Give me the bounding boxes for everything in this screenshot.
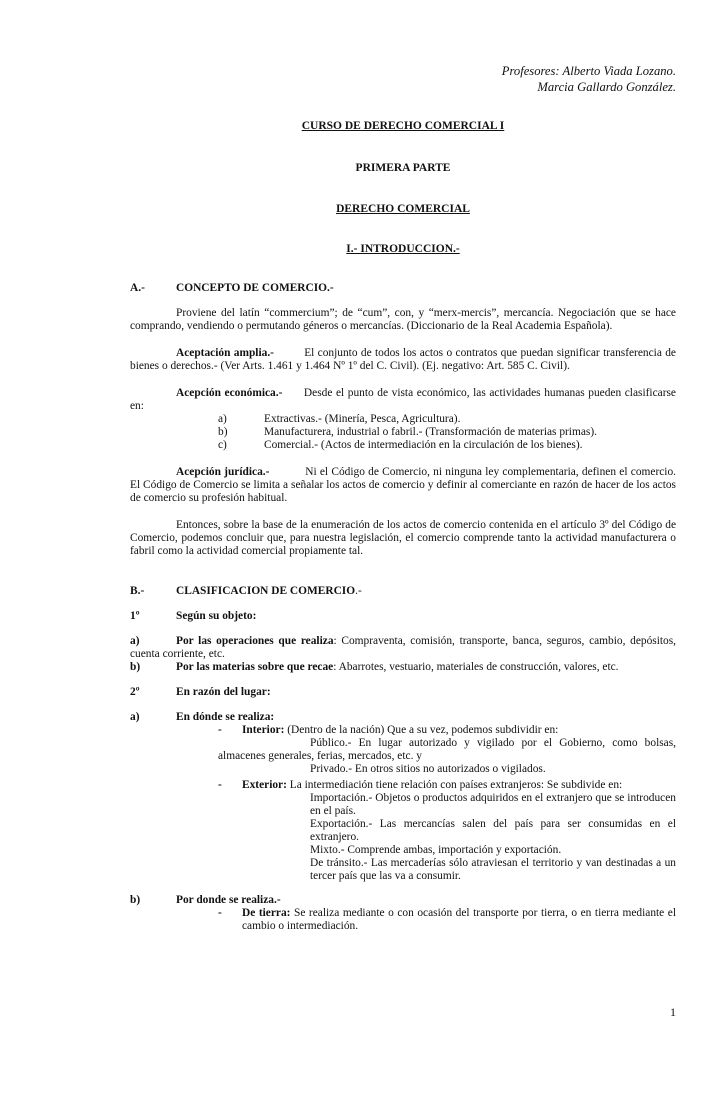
privado-item: Privado.- En otros sitios no autorizados o vigilados. [310,763,546,775]
economic-activities-list [218,413,676,452]
by-materials-item: b) Por las materias sobre que recae: Abarrotes, vestuario, materiales de construcción, valores, etc. [130,661,619,673]
page-number: 1 [670,1005,676,1019]
where-realized-heading: a) En dónde se realiza: [130,711,275,723]
where-by-heading: b) Por donde se realiza.- [130,894,281,906]
exportacion-item: Exportación.- Las mercancías salen del país para ser consumidas en el extranjero. [310,818,676,843]
mixto-item: Mixto.- Comprende ambas, importación y exportación. [310,844,562,856]
section-a-heading: A.- CONCEPTO DE COMERCIO.- [130,282,334,294]
classification-by-object: 1º Según su objeto: [130,610,257,622]
section-b-heading: B.- CLASIFICACION DE COMERCIO .- [130,585,362,597]
subject-title: DERECHO COMERCIAL [336,203,470,215]
list-item: a) Extractivas.- (Minería, Pesca, Agricultura). [218,413,461,425]
professor-line-2: Marcia Gallardo González. [537,80,676,94]
acepcion-amplia-paragraph: Aceptación amplia.- El conjunto de todos los actos o contratos que puedan significar transferencia de bienes o derechos.- (Ver Arts. 1.461 y 1.464 Nº 1º del C. Civil). (Ej. negativo: Art. 585 C. Civil). [130,347,676,372]
professors-header [130,64,676,95]
publico-item: Público.- En lugar autorizado y vigilado por el Gobierno, como bolsas, almacenes generales, ferias, mercados, etc. y [218,737,676,762]
course-title: CURSO DE DERECHO COMERCIAL I [301,120,505,132]
by-operations-item: a) Por las operaciones que realiza: Compraventa, comisión, transporte, banca, seguros, cambio, depósitos, cuenta corriente, etc. [130,635,677,660]
acepcion-economica-paragraph: Acepción económica.- Desde el punto de vista económico, las actividades humanas pueden clasificarse en: [130,387,676,412]
exterior-item: - Exterior: La intermediación tiene relación con países extranjeros: Se subdivide en: [218,779,623,791]
transito-item: De tránsito.- Las mercaderías sólo atraviesan el territorio y van destinadas a un tercer país que las va a consumir. [310,857,676,882]
list-item: c) Comercial.- (Actos de intermediación en la circulación de los bienes). [218,439,583,451]
acepcion-juridica-paragraph: Acepción jurídica.- Ni el Código de Comercio, ni ninguna ley complementaria, definen el comercio. El Código de Comercio se limita a señalar los actos de comercio y definir al comerciante en razón de hacer de los actos de comercio su profesión habitual. [130,466,676,504]
concept-paragraph: Proviene del latín “commercium”; de “cum”, con, y “merx-mercis”, mercancía. Negociación que se hace comprando, vendiendo o permutando géneros o mercancías. (Diccionario de la Real Academia Española). [130,307,676,332]
professor-line-1: Profesores: Alberto Viada Lozano. [501,64,676,78]
interior-item: - Interior: (Dentro de la nación) Que a su vez, podemos subdividir en: [218,724,559,736]
chapter-title: I.- INTRODUCCION.- [346,243,460,255]
part-title: PRIMERA PARTE [355,162,451,174]
list-item: b) Manufacturera, industrial o fabril.- (Transformación de materias primas). [218,426,597,438]
tierra-item: - De tierra: Se realiza mediante o con ocasión del transporte por tierra, o en tierra mediante el cambio o intermediación. [218,907,676,932]
conclusion-paragraph: Entonces, sobre la base de la enumeración de los actos de comercio contenida en el artículo 3º del Código de Comercio, podemos concluir que, para nuestra legislación, el comercio comprende tanto la actividad manufacturera o fabril como la actividad comercial propiamente tal. [130,519,676,557]
classification-by-place: 2º En razón del lugar: [130,686,271,698]
importacion-item: Importación.- Objetos o productos adquiridos en el extranjero que se introducen en el país. [310,792,676,817]
